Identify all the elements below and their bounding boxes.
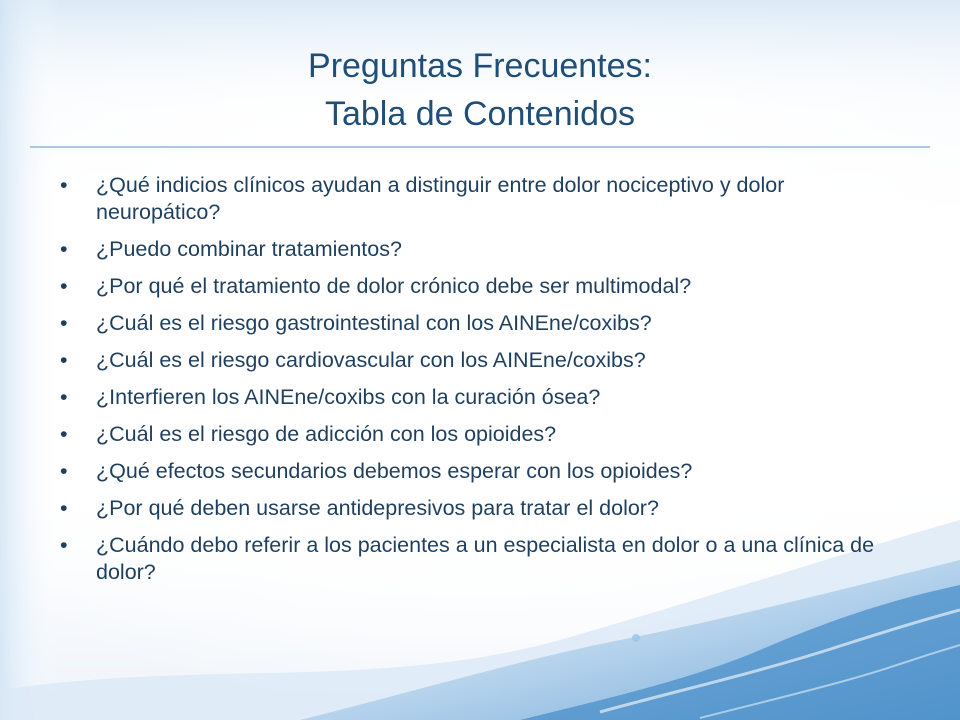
faq-item-text: ¿Cuándo debo referir a los pacientes a un especialista en dolor o a una clínica de dolor? [96, 533, 875, 584]
slide-title [0, 42, 960, 138]
faq-item [60, 421, 900, 448]
faq-item-text: ¿Por qué deben usarse antidepresivos para tratar el dolor? [96, 496, 659, 520]
title-line-2: Tabla de Contenidos [324, 95, 635, 133]
bullet-icon: • [60, 237, 68, 261]
bullet-icon: • [60, 311, 68, 335]
faq-item-text: ¿Qué efectos secundarios debemos esperar con los opioides? [96, 459, 693, 483]
faq-item [60, 273, 900, 300]
bullet-icon: • [60, 459, 68, 483]
faq-item-text: ¿Qué indicios clínicos ayudan a distinguir entre dolor nociceptivo y dolor neuropático? [96, 173, 785, 224]
faq-item [60, 236, 900, 263]
faq-list [60, 172, 900, 596]
faq-item [60, 347, 900, 374]
bullet-icon: • [60, 173, 68, 197]
bullet-icon: • [60, 533, 68, 557]
paint-dot [632, 634, 640, 642]
title-divider [30, 146, 930, 148]
bullet-icon: • [60, 422, 68, 446]
faq-item-text: ¿Por qué el tratamiento de dolor crónico debe ser multimodal? [96, 274, 692, 298]
title-line-1: Preguntas Frecuentes: [308, 47, 652, 85]
faq-item-text: ¿Cuál es el riesgo gastrointestinal con los AINEne/coxibs? [96, 311, 652, 335]
faq-item-text: ¿Interfieren los AINEne/coxibs con la curación ósea? [96, 385, 601, 409]
faq-item [60, 172, 900, 226]
faq-item-text: ¿Cuál es el riesgo de adicción con los opioides? [96, 422, 557, 446]
faq-item-text: ¿Puedo combinar tratamientos? [96, 237, 402, 261]
bullet-icon: • [60, 496, 68, 520]
faq-item [60, 384, 900, 411]
bullet-icon: • [60, 385, 68, 409]
faq-item [60, 495, 900, 522]
faq-item [60, 458, 900, 485]
faq-item [60, 310, 900, 337]
bullet-icon: • [60, 274, 68, 298]
faq-item-text: ¿Cuál es el riesgo cardiovascular con los AINEne/coxibs? [96, 348, 646, 372]
bullet-icon: • [60, 348, 68, 372]
faq-item [60, 532, 900, 586]
